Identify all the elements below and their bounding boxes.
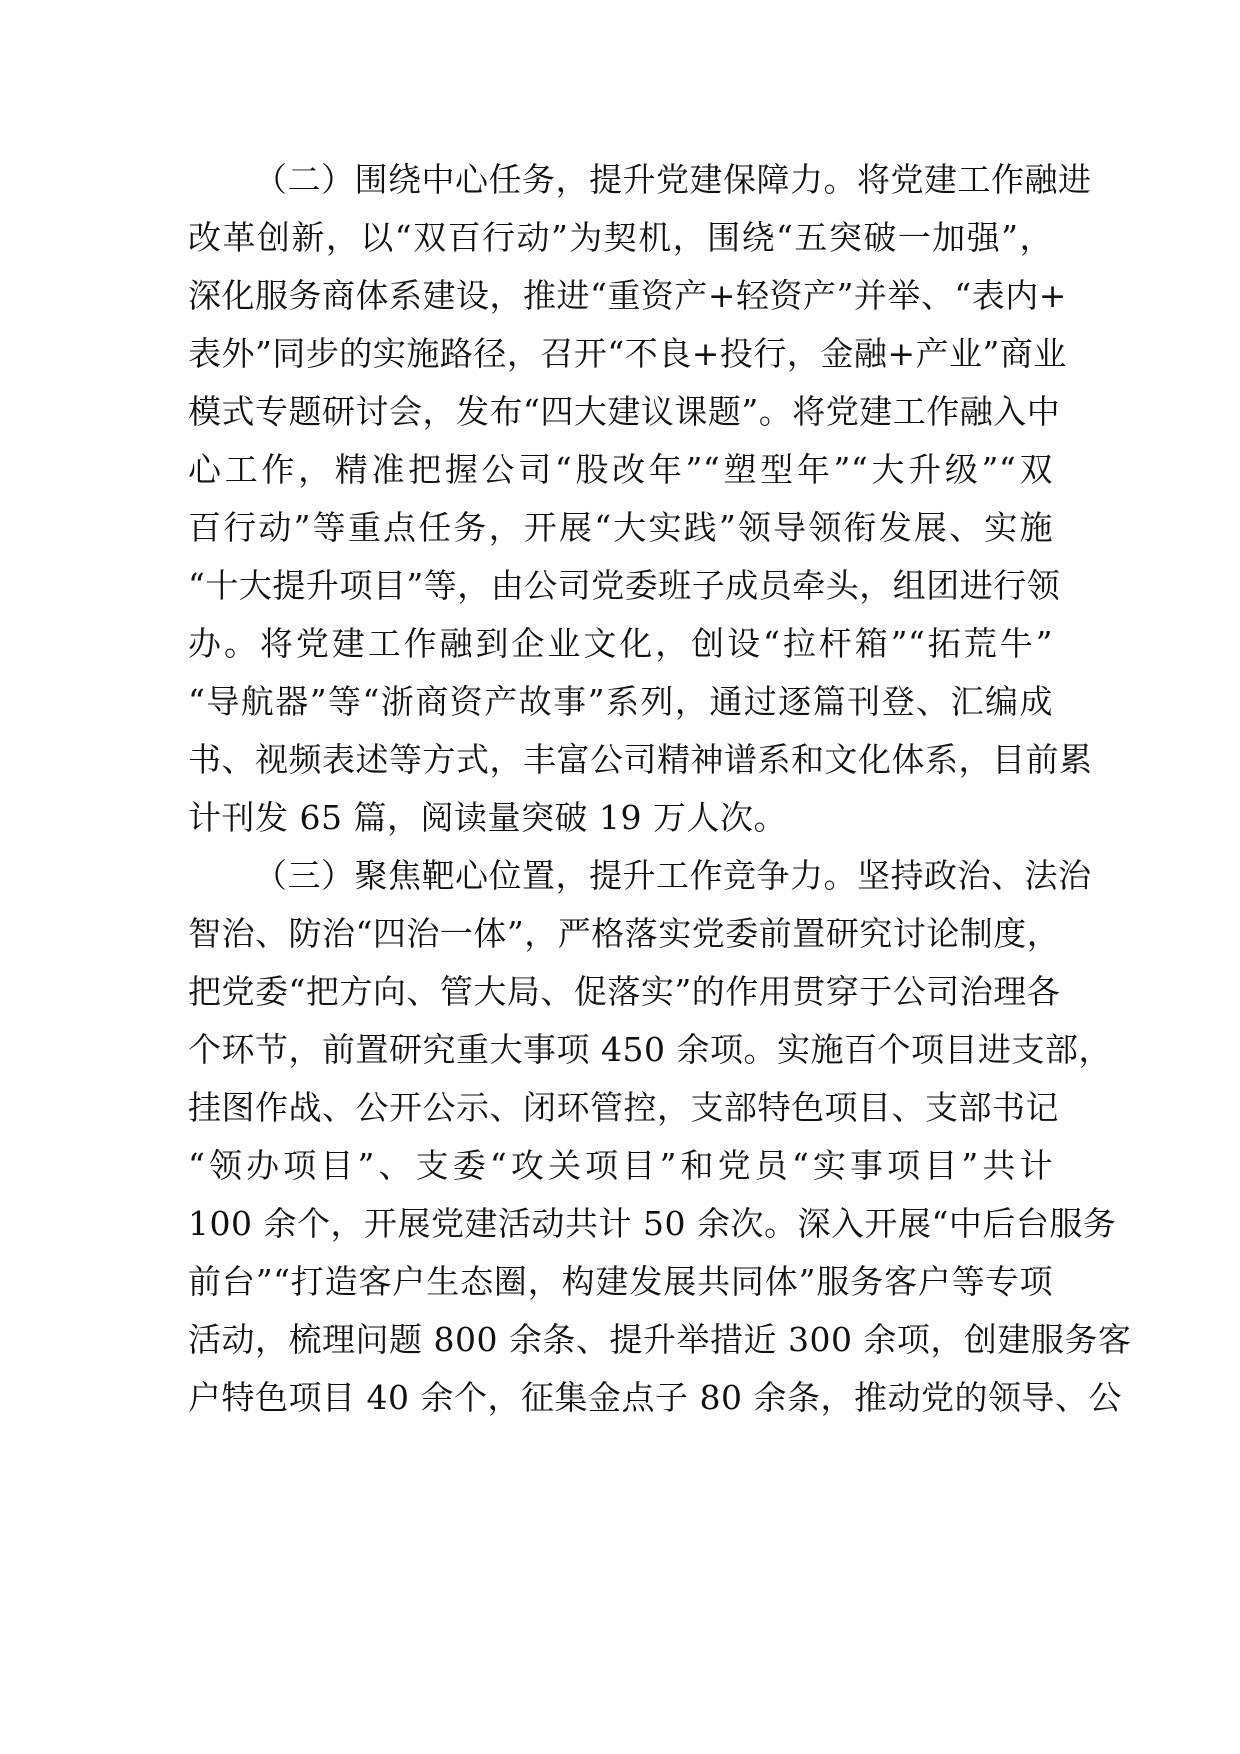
text-line: 活动，梳理问题 800 余条、提升举措近 300 余项，创建服务客: [188, 1320, 1132, 1359]
paragraph-3-heading-line: （三）聚焦靶心位置，提升工作竞争力。坚持政治、法治: [254, 856, 1092, 895]
text-line: 100 余个，开展党建活动共计 50 余次。深入开展“中后台服务: [188, 1204, 1117, 1243]
text-line: 办。将党建工作融到企业文化，创设“拉杆箱”“拓荒牛”: [188, 624, 1053, 663]
text-line: “导航器”等“浙商资产故事”系列，通过逐篇刊登、汇编成: [188, 682, 1053, 721]
text-line: 前台”“打造客户生态圈，构建发展共同体”服务客户等专项: [188, 1262, 1053, 1301]
text-line: 挂图作战、公开公示、闭环管控，支部特色项目、支部书记: [188, 1088, 1059, 1127]
text-line: 计刊发 65 篇，阅读量突破 19 万人次。: [188, 798, 787, 837]
text-line: 百行动”等重点任务，开展“大实践”领导领衔发展、实施: [188, 508, 1053, 547]
text-line: 个环节，前置研究重大事项 450 余项。实施百个项目进支部，: [188, 1030, 1112, 1069]
text-line: 改革创新，以“双百行动”为契机，围绕“五突破一加强”，: [188, 218, 1053, 257]
text-line: 表外”同步的实施路径，召开“不良+投行，金融+产业”商业: [188, 334, 1067, 373]
text-line: 户特色项目 40 余个，征集金点子 80 余条，推动党的领导、公: [188, 1378, 1122, 1417]
text-line: 书、视频表述等方式，丰富公司精神谱系和文化体系，目前累: [188, 740, 1093, 779]
text-line: 模式专题研讨会，发布“四大建议课题”。将党建工作融入中: [188, 392, 1061, 431]
text-line: 心工作，精准把握公司“股改年”“塑型年”“大升级”“双: [188, 450, 1053, 489]
text-line: “十大提升项目”等，由公司党委班子成员牵头，组团进行领: [188, 566, 1061, 605]
text-line: 智治、防治“四治一体”，严格落实党委前置研究讨论制度，: [188, 914, 1061, 953]
paragraph-2-heading-line: （二）围绕中心任务，提升党建保障力。将党建工作融进: [254, 160, 1092, 199]
text-line: 把党委“把方向、管大局、促落实”的作用贯穿于公司治理各: [188, 972, 1061, 1011]
text-line: “领办项目”、支委“攻关项目”和党员“实事项目”共计: [188, 1146, 1053, 1185]
text-line: 深化服务商体系建设，推进“重资产+轻资产”并举、“表内+: [188, 276, 1067, 315]
